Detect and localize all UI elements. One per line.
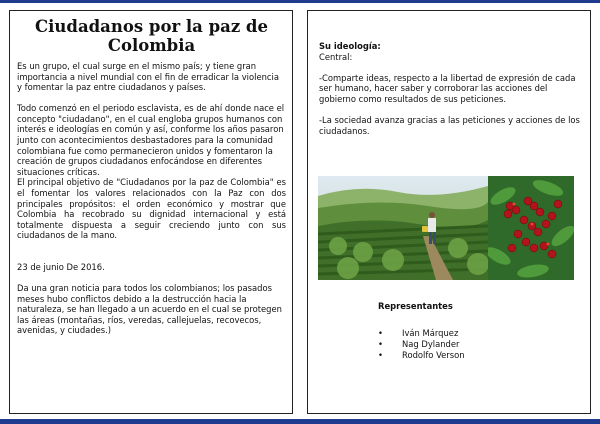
left-panel	[9, 10, 293, 414]
title-line-2: Colombia	[107, 36, 196, 55]
bullet-icon: •	[378, 339, 383, 349]
right-panel	[307, 10, 591, 414]
list-item	[378, 350, 558, 361]
top-accent-bar	[0, 0, 600, 3]
representatives-section	[378, 301, 558, 361]
representative-name: Rodolfo Verson	[402, 350, 465, 360]
intro-paragraph: Es un grupo, el cual surge en el mismo país; y tiene gran importancia a nivel mundial con el fin de erradicar la violencia y fomentar la paz entre ciudadanos y países.	[17, 61, 279, 93]
representatives-title: Representantes	[378, 301, 453, 311]
bullet-icon: •	[378, 328, 383, 338]
ideology-section	[319, 41, 583, 136]
objective-paragraph: El principal objetivo de "Ciudadanos por la paz de Colombia" es el fomentar los valores relacionados con la Paz con dos principales propósitos: el orden económico y mostrar que Colombia ha recobrado su dignidad internacional y está totalmente dispuesta a seguir creciendo junto con sus ciudadanos de la mano.	[17, 177, 286, 241]
news-paragraph: Da una gran noticia para todos los colombianos; los pasados meses hubo conflictos debido a la destrucción hacia la naturaleza, se han llegado a un acuerdo en el cual se protegen las áreas (montañas, ríos, veredas, callejuelas, recovecos, avenidas, y ciudades.)	[17, 283, 282, 336]
coffee-farm-photo	[318, 176, 488, 280]
page-title	[17, 17, 286, 55]
bottom-accent-bar	[0, 419, 600, 424]
representative-name: Iván Márquez	[402, 328, 459, 338]
list-item	[378, 339, 558, 350]
representative-name: Nag Dylander	[402, 339, 460, 349]
ideology-type: Central:	[319, 51, 353, 62]
coffee-cherries-photo	[488, 176, 574, 280]
list-item	[378, 328, 558, 339]
ideology-title: Su ideología:	[319, 41, 381, 51]
title-line-1: Ciudadanos por la paz de	[35, 17, 268, 36]
bullet-icon: •	[378, 350, 383, 360]
ideology-point-1: -Comparte ideas, respecto a la libertad de expresión de cada ser humano, hacer saber y corroborar las acciones del gobierno como resultados de sus peticiones.	[319, 72, 576, 104]
ideology-point-2: -La sociedad avanza gracias a las peticiones y acciones de los ciudadanos.	[319, 114, 580, 136]
news-date: 23 de junio De 2016.	[17, 262, 105, 272]
history-paragraph: Todo comenzó en el periodo esclavista, es de ahí donde nace el concepto "ciudadano", en el cual engloba grupos humanos con interés e ideologías en común y así, conforme los años pasaron junto con acontecimientos desbastadores para la comunidad colombiana fue como permanecieron unidos y fomentaron la creación de grupos ciudadanos enfocándose en diferentes situaciones críticas.	[17, 103, 285, 177]
representatives-list	[378, 328, 558, 361]
